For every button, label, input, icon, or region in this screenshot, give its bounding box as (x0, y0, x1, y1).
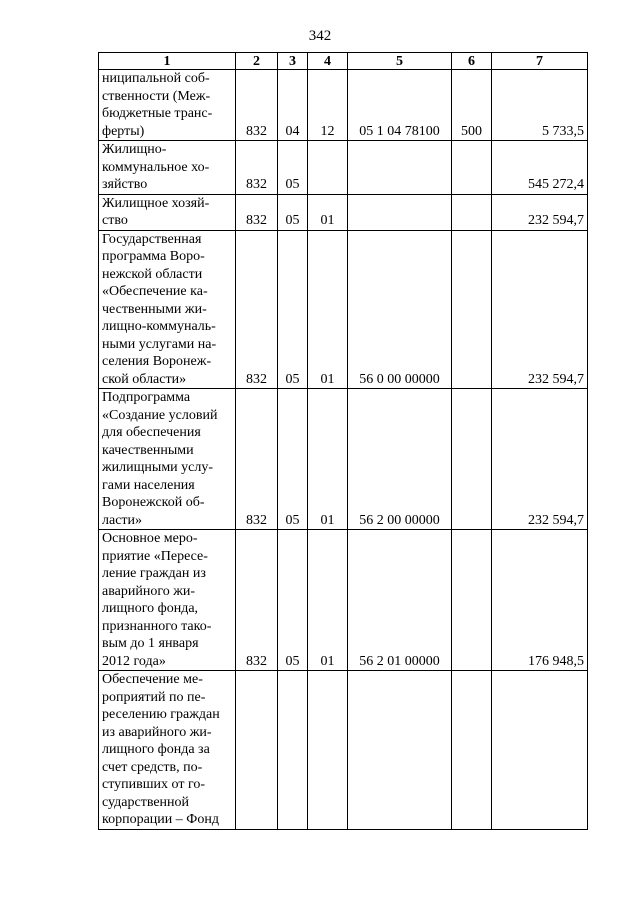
row-name: Государственная программа Воро- нежской области «Обеспечение ка- чественными жи- лищно-коммуналь- ными услугами на- селения Воронеж- ской области» (99, 230, 236, 389)
row-code: 832 (236, 389, 278, 530)
row-amount: 176 948,5 (492, 530, 588, 671)
column-header-7: 7 (492, 53, 588, 70)
row-name: Обеспечение ме- роприятий по пе- реселению граждан из аварийного жи- лищного фонда за счет средств, по- ступивших от го- сударственной корпорации – Фонд (99, 671, 236, 830)
row-subsection: 01 (308, 389, 348, 530)
row-code: 832 (236, 70, 278, 141)
row-target (348, 194, 452, 230)
row-target: 56 2 01 00000 (348, 530, 452, 671)
row-amount: 545 272,4 (492, 141, 588, 195)
row-section: 04 (278, 70, 308, 141)
row-code: 832 (236, 530, 278, 671)
row-subsection (308, 671, 348, 830)
row-section: 05 (278, 141, 308, 195)
table-row (99, 671, 588, 830)
row-amount: 232 594,7 (492, 194, 588, 230)
row-target: 56 2 00 00000 (348, 389, 452, 530)
row-code (236, 671, 278, 830)
row-target: 56 0 00 00000 (348, 230, 452, 389)
column-header-6: 6 (452, 53, 492, 70)
row-code: 832 (236, 141, 278, 195)
row-section: 05 (278, 194, 308, 230)
column-header-4: 4 (308, 53, 348, 70)
row-name: Подпрограмма «Создание условий для обеспечения качественными жилищными услу- гами населения Воронежской об- ласти» (99, 389, 236, 530)
row-code: 832 (236, 194, 278, 230)
row-section (278, 671, 308, 830)
column-header-5: 5 (348, 53, 452, 70)
row-target (348, 671, 452, 830)
column-header-1: 1 (99, 53, 236, 70)
row-section: 05 (278, 389, 308, 530)
row-target: 05 1 04 78100 (348, 70, 452, 141)
column-header-2: 2 (236, 53, 278, 70)
budget-table (98, 52, 588, 830)
row-subsection: 01 (308, 194, 348, 230)
row-subsection: 01 (308, 230, 348, 389)
row-name: Жилищно- коммунальное хо- зяйство (99, 141, 236, 195)
row-subsection: 01 (308, 530, 348, 671)
row-subsection: 12 (308, 70, 348, 141)
row-type (452, 230, 492, 389)
row-name: Основное меро- приятие «Пересе- ление граждан из аварийного жи- лищного фонда, признанного тако- вым до 1 января 2012 года» (99, 530, 236, 671)
table-row (99, 194, 588, 230)
table-row (99, 389, 588, 530)
row-type (452, 141, 492, 195)
row-type: 500 (452, 70, 492, 141)
row-type (452, 671, 492, 830)
row-code: 832 (236, 230, 278, 389)
row-type (452, 389, 492, 530)
table-row (99, 230, 588, 389)
row-type (452, 530, 492, 671)
table-row (99, 530, 588, 671)
row-type (452, 194, 492, 230)
table-row (99, 70, 588, 141)
table-header-row (99, 53, 588, 70)
row-amount: 5 733,5 (492, 70, 588, 141)
row-section: 05 (278, 230, 308, 389)
column-header-3: 3 (278, 53, 308, 70)
row-name: Жилищное хозяй- ство (99, 194, 236, 230)
row-target (348, 141, 452, 195)
page-number: 342 (308, 28, 332, 44)
row-section: 05 (278, 530, 308, 671)
table-row (99, 141, 588, 195)
row-amount (492, 671, 588, 830)
row-name: ниципальной соб- ственности (Меж- бюджетные транс- ферты) (99, 70, 236, 141)
row-subsection (308, 141, 348, 195)
row-amount: 232 594,7 (492, 230, 588, 389)
row-amount: 232 594,7 (492, 389, 588, 530)
